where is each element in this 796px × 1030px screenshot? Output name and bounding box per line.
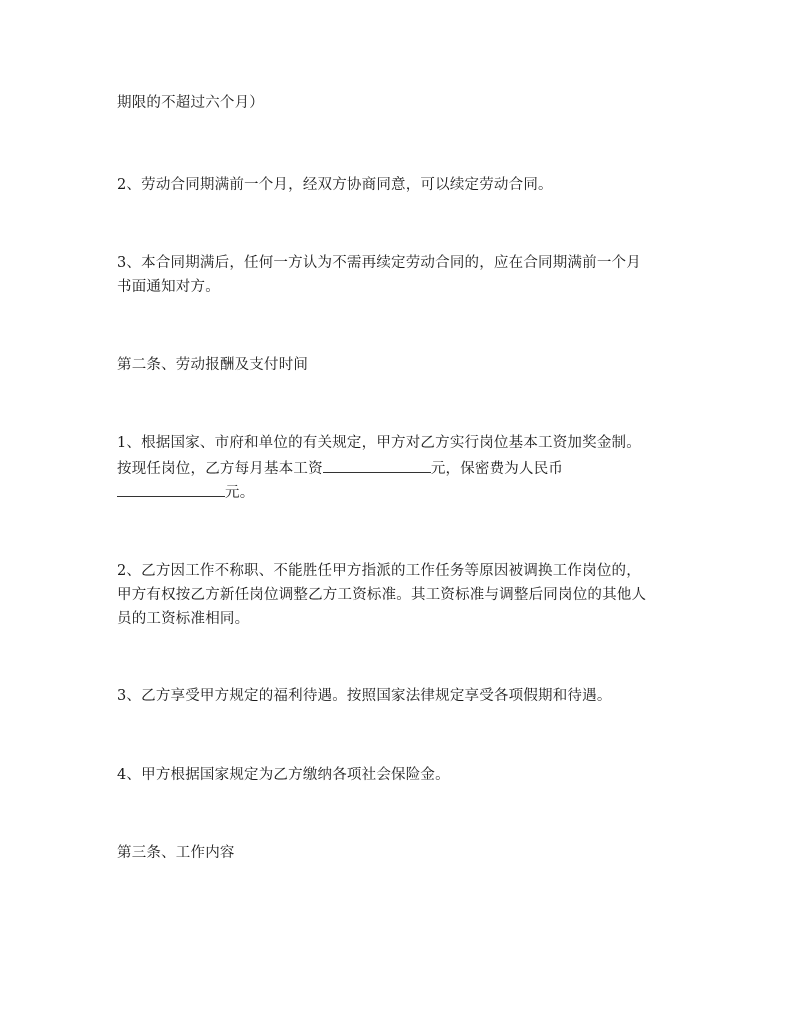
salary-label: 按现任岗位，乙方每月基本工资: [117, 461, 323, 477]
paragraph-line: 1、根据国家、市府和单位的有关规定，甲方对乙方实行岗位基本工资加奖金制。: [117, 435, 641, 451]
yuan-label: 元。: [225, 485, 255, 501]
paragraph-line: 3、本合同期满后，任何一方认为不需再续定劳动合同的，应在合同期满前一个月: [117, 255, 641, 271]
paragraph-line-with-blank: [117, 458, 563, 480]
paragraph-line: 3、乙方享受甲方规定的福利待遇。按照国家法律规定享受各项假期和待遇。: [117, 688, 612, 704]
secrecy-fee-blank: [117, 482, 225, 497]
section-heading: 第三条、工作内容: [117, 845, 235, 861]
secrecy-fee-label: 元，保密费为人民币: [430, 461, 564, 477]
paragraph-line: 期限的不超过六个月）: [117, 95, 264, 111]
paragraph-line: 4、甲方根据国家规定为乙方缴纳各项社会保险金。: [117, 767, 450, 783]
paragraph-line: 员的工资标准相同。: [117, 611, 250, 627]
section-heading: 第二条、劳动报酬及支付时间: [117, 357, 309, 373]
paragraph-line-with-blank: [117, 482, 254, 504]
paragraph-line: 甲方有权按乙方新任岗位调整乙方工资标准。其工资标准与调整后同岗位的其他人: [117, 587, 647, 603]
paragraph-line: 书面通知对方。: [117, 279, 220, 295]
paragraph-line: 2、乙方因工作不称职、不能胜任甲方指派的工作任务等原因被调换工作岗位的，: [117, 563, 641, 579]
paragraph-line: 2、劳动合同期满前一个月，经双方协商同意，可以续定劳动合同。: [117, 177, 553, 193]
salary-blank: [323, 458, 431, 473]
